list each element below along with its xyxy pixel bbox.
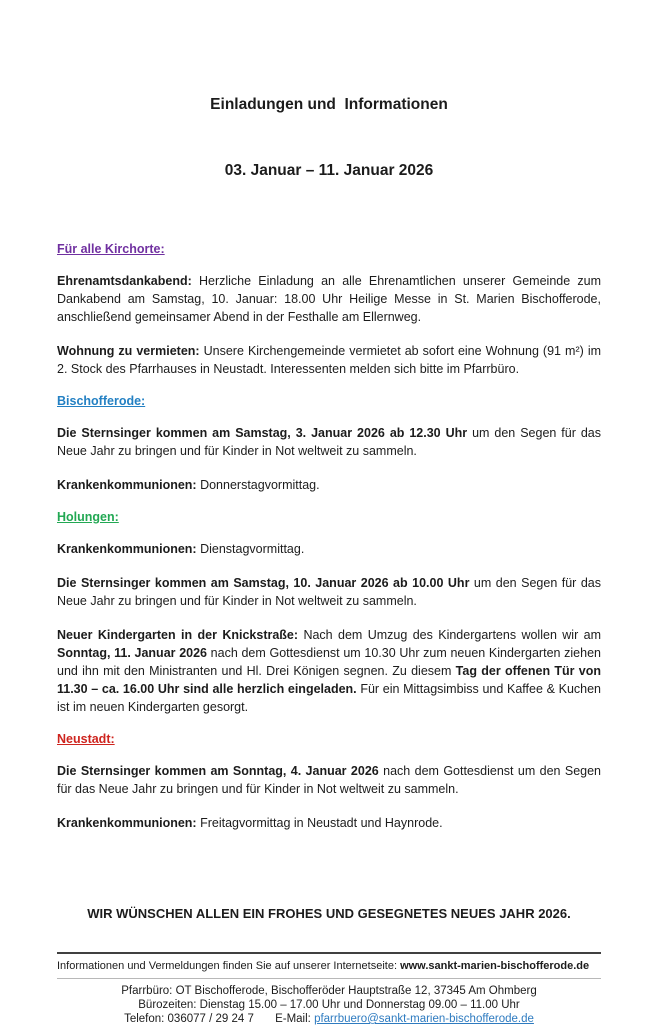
paragraph-sternsinger-holungen: Die Sternsinger kommen am Samstag, 10. Januar 2026 ab 10.00 Uhr um den Segen für das Neue Jahr zu bringen und für Kinder in Not weltweit zu sammeln.: [57, 576, 601, 608]
paragraph-krankenkommunionen-neustadt: Krankenkommunionen: Freitagvormittag in Neustadt und Haynrode.: [57, 816, 443, 830]
paragraph-krankenkommunionen-bischofferode: Krankenkommunionen: Donnerstagvormittag.: [57, 478, 320, 492]
paragraph-sternsinger-neustadt: Die Sternsinger kommen am Sonntag, 4. Januar 2026 nach dem Gottesdienst um den Segen für das Neue Jahr zu bringen und für Kinder in Not weltweit zu sammeln.: [57, 764, 601, 796]
footer-block: [57, 984, 601, 1026]
paragraph-ehrenamtsdankabend: Ehrenamtsdankabend: Herzliche Einladung an alle Ehrenamtlichen unserer Gemeinde zum Dankabend am Samstag, 10. Januar: 18.00 Uhr Heilige Messe in St. Marien Bischofferode, anschließend gemeinsamer Abend in der Festhalle am Ellernweg.: [57, 274, 601, 324]
footer-contact-line: [57, 1012, 601, 1026]
paragraph-wohnung-zu-vermieten: Wohnung zu vermieten: Unsere Kirchengemeinde vermietet ab sofort eine Wohnung (91 m²) im 2. Stock des Pfarrhauses in Neustadt. Interessenten melden sich bitte im Pfarrbüro.: [57, 344, 602, 376]
doc-title-line2: 03. Januar – 11. Januar 2026: [224, 162, 434, 179]
email-label: E-Mail:: [275, 1013, 311, 1025]
section-heading-fuer-alle-kirchorte: Für alle Kirchorte:: [57, 242, 165, 256]
website-info-line: Informationen und Vermeldungen finden Sie auf unserer Internetseite: www.sankt-marien-bischofferode.de: [57, 960, 590, 972]
doc-title-line1: Einladungen und Informationen: [210, 96, 448, 113]
email-link[interactable]: pfarrbuero@sankt-marien-bischofferode.de: [314, 1013, 534, 1025]
paragraph-krankenkommunionen-holungen: Krankenkommunionen: Dienstagvormittag.: [57, 542, 305, 556]
section-heading-bischofferode: Bischofferode:: [57, 394, 146, 408]
phone-number: Telefon: 036077 / 29 24 7: [124, 1013, 254, 1025]
footer-address-line: Pfarrbüro: OT Bischofferode, Bischofferöder Hauptstraße 12, 37345 Am Ohmberg: [121, 985, 537, 997]
section-heading-holungen: Holungen:: [57, 510, 119, 524]
closing-message: WIR WÜNSCHEN ALLEN EIN FROHES UND GESEGNETES NEUES JAHR 2026.: [87, 906, 571, 921]
paragraph-neuer-kindergarten: Neuer Kindergarten in der Knickstraße: Nach dem Umzug des Kindergartens wollen wir am Sonntag, 11. Januar 2026 nach dem Gottesdienst um 10.30 Uhr zum neuen Kindergarten ziehen und ihn mit den Ministranten und Hl. Drei Königen segnen. Zu diesem Tag der offenen Tür von 11.30 – ca. 16.00 Uhr sind alle herzlich eingeladen. Für ein Mittagsimbiss und Kaffee & Kuchen ist im neuen Kindergarten gesorgt.: [57, 628, 601, 714]
doc-title: [57, 50, 601, 226]
section-heading-neustadt: Neustadt:: [57, 732, 115, 746]
paragraph-sternsinger-bischofferode: Die Sternsinger kommen am Samstag, 3. Januar 2026 ab 12.30 Uhr um den Segen für das Neue Jahr zu bringen und für Kinder in Not weltweit zu sammeln.: [57, 426, 601, 458]
footer-hours-line: Bürozeiten: Dienstag 15.00 – 17.00 Uhr und Donnerstag 09.00 – 11.00 Uhr: [138, 999, 520, 1011]
divider-thin: [57, 978, 601, 979]
divider-thick: [57, 952, 601, 954]
